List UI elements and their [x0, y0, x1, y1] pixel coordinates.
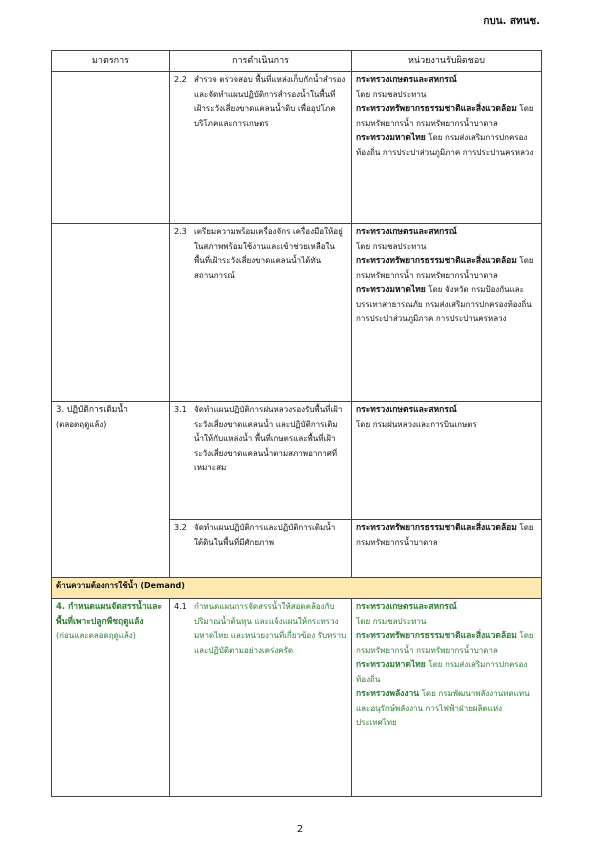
agency-detail: โดย กรมทรัพยากรน้ำ กรมทรัพยากรน้ำบาดาล	[356, 104, 534, 128]
agency-detail: โดย กรมชลประทาน	[356, 89, 427, 99]
ministry-name: กระทรวงมหาดไทย	[356, 285, 426, 295]
ministry-name: กระทรวงทรัพยากรธรรมชาติและสิ่งแวดล้อม	[356, 104, 517, 114]
ministry-name: กระทรวงเกษตรและสหกรณ์	[356, 405, 457, 415]
agency-cell	[352, 599, 542, 797]
step-number: 4.1	[174, 602, 187, 611]
step-number: 3.1	[174, 405, 187, 414]
agency-cell	[352, 520, 542, 578]
table-row	[52, 224, 542, 402]
action-cell	[170, 224, 352, 402]
agency-entry	[356, 88, 537, 103]
step-text: กำหนดแผนการจัดสรรน้ำให้สอดคล้องกับปริมาณน้ำต้นทุน และแจ้งแผนให้กระทรวงมหาดไทย และหน่วยงานที่เกี่ยวข้อง รับทราบและปฏิบัติตามอย่างเคร่งครัด	[194, 602, 347, 655]
measure-cell	[52, 224, 170, 402]
measure-cell	[52, 402, 170, 578]
step-number: 2.2	[174, 75, 187, 84]
agency-entry	[356, 131, 537, 160]
measures-table	[51, 50, 542, 797]
step-number: 2.3	[174, 227, 187, 236]
ministry-name: กระทรวงเกษตรและสหกรณ์	[356, 602, 457, 612]
measure-note: (ก่อนและตลอดฤดูแล้ง)	[56, 631, 136, 640]
agency-detail: โดย จังหวัด กรมป้องกันและบรรเทาสาธารณภัย กรมส่งเสริมการปกครองท้องถิ่น การประปาส่วนภูมิภาค การประปานครหลวง	[356, 285, 532, 323]
agency-cell	[352, 402, 542, 520]
measure-cell	[52, 72, 170, 224]
measure-title: 3. ปฏิบัติการเติมน้ำ	[56, 405, 128, 415]
agency-cell	[352, 72, 542, 224]
agency-entry	[356, 687, 537, 731]
agency-entry	[356, 418, 537, 433]
table-row	[52, 599, 542, 797]
agency-cell	[352, 224, 542, 402]
agency-entry	[356, 521, 537, 550]
agency-entry	[356, 102, 537, 131]
step-text: จัดทำแผนปฏิบัติการฝนหลวงรองรับพื้นที่เฝ้าระวังเสี่ยงขาดแคลนน้ำ และปฏิบัติการเติมน้ำให้กับแหล่งน้ำ พื้นที่เกษตรและพื้นที่เฝ้าระวังเสี่ยงขาดแคลนน้ำตามสภาพอากาศที่เหมาะสม	[194, 405, 343, 472]
agency-entry	[356, 240, 537, 255]
ministry-name: กระทรวงมหาดไทย	[356, 133, 426, 143]
agency-entry	[356, 629, 537, 658]
agency-entry	[356, 615, 537, 630]
ministry-name: กระทรวงพลังงาน	[356, 689, 420, 699]
header-action: การดำเนินการ	[170, 51, 352, 72]
action-cell	[170, 72, 352, 224]
table-header-row	[52, 51, 542, 72]
agency-entry	[356, 254, 537, 283]
header-agency: หน่วยงานรับผิดชอบ	[352, 51, 542, 72]
ministry-name: กระทรวงเกษตรและสหกรณ์	[356, 75, 457, 85]
ministry-name: กระทรวงทรัพยากรธรรมชาติและสิ่งแวดล้อม	[356, 523, 517, 533]
step-text: จัดทำแผนปฏิบัติการและปฏิบัติการเติมน้ำใต้ดินในพื้นที่มีศักยภาพ	[194, 523, 336, 547]
agency-detail: โดย กรมทรัพยากรน้ำบาดาล	[356, 523, 534, 547]
agency-entry	[356, 658, 537, 687]
agency-entry	[356, 225, 537, 240]
agency-detail: โดย กรมชลประทาน	[356, 241, 427, 251]
measure-cell	[52, 599, 170, 797]
table-row	[52, 402, 542, 520]
ministry-name: กระทรวงเกษตรและสหกรณ์	[356, 227, 457, 237]
step-text: เตรียมความพร้อมเครื่องจักร เครื่องมือให้อยู่ในสภาพพร้อมใช้งานและเข้าช่วยเหลือในพื้นที่เฝ้าระวังเสี่ยงขาดแคลนน้ำได้ทันสถานการณ์	[194, 227, 343, 280]
action-cell	[170, 402, 352, 520]
page-number: 2	[296, 824, 304, 835]
agency-entry	[356, 403, 537, 418]
agency-entry	[356, 600, 537, 615]
ministry-name: กระทรวงทรัพยากรธรรมชาติและสิ่งแวดล้อม	[356, 631, 517, 641]
measure-note: (ตลอดฤดูแล้ง)	[56, 419, 107, 429]
section-row	[52, 578, 542, 599]
agency-detail: โดย กรมส่งเสริมการปกครองท้องถิ่น การประปาส่วนภูมิภาค การประปานครหลวง	[356, 133, 534, 157]
page-header-org: กบน. สทนช.	[483, 16, 540, 27]
section-title: ด้านความต้องการใช้น้ำ (Demand)	[52, 578, 542, 599]
measure-title: 4. กำหนดแผนจัดสรรน้ำและพื้นที่เพาะปลูกพืชฤดูแล้ง	[56, 602, 162, 627]
step-number: 3.2	[174, 523, 187, 532]
agency-detail: โดย กรมพัฒนาพลังงานทดแทนและอนุรักษ์พลังงาน การไฟฟ้าฝ่ายผลิตแห่งประเทศไทย	[356, 689, 530, 727]
agency-detail: โดย กรมทรัพยากรน้ำ กรมทรัพยากรน้ำบาดาล	[356, 631, 534, 655]
agency-detail: โดย กรมทรัพยากรน้ำ กรมทรัพยากรน้ำบาดาล	[356, 256, 534, 280]
header-measure: มาตรการ	[52, 51, 170, 72]
step-text: สำรวจ ตรวจสอบ พื้นที่แหล่งเก็บกักน้ำสำรอง และจัดทำแผนปฏิบัติการสำรองน้ำในพื้นที่เฝ้าระวังเสี่ยงขาดแคลนน้ำดิบ เพื่ออุปโภคบริโภคและการเกษตร	[194, 75, 346, 128]
agency-entry	[356, 73, 537, 88]
agency-detail: โดย กรมชลประทาน	[356, 616, 427, 626]
agency-detail: โดย กรมส่งเสริมการปกครองท้องถิ่น	[356, 660, 528, 684]
ministry-name: กระทรวงทรัพยากรธรรมชาติและสิ่งแวดล้อม	[356, 256, 517, 266]
action-cell	[170, 599, 352, 797]
ministry-name: กระทรวงมหาดไทย	[356, 660, 426, 670]
table-row	[52, 72, 542, 224]
action-cell	[170, 520, 352, 578]
agency-entry	[356, 283, 537, 327]
agency-detail: โดย กรมฝนหลวงและการบินเกษตร	[356, 419, 477, 429]
